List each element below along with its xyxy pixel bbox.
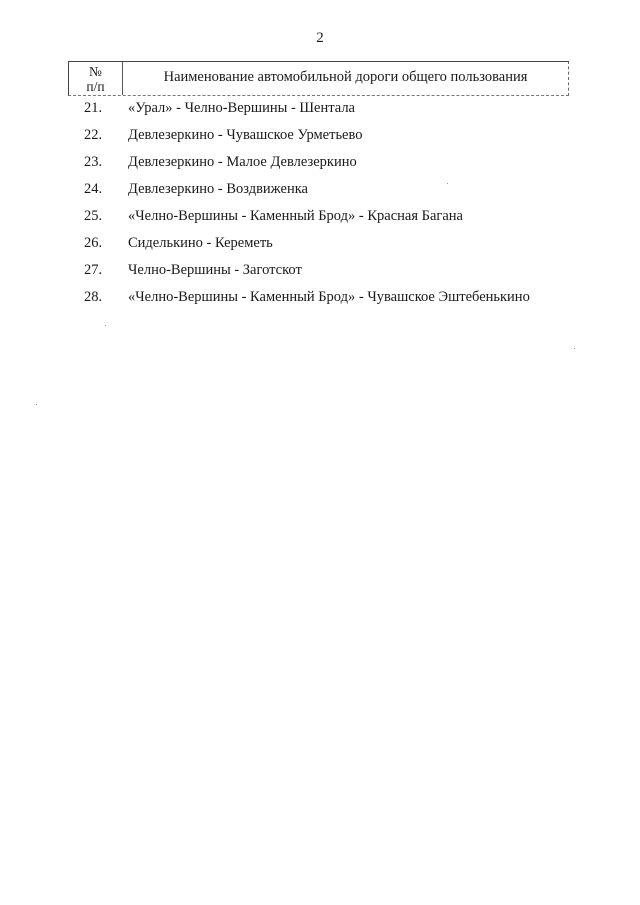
table-row — [0, 124, 640, 151]
row-number: 24. — [84, 181, 103, 197]
row-road-name: «Челно-Вершины - Каменный Брод» - Чувашское Эштебенькино — [128, 289, 530, 305]
table-row — [0, 151, 640, 178]
row-number: 26. — [84, 235, 103, 251]
scan-speck — [447, 183, 448, 184]
scan-speck — [105, 325, 106, 326]
row-road-name: Сиделькино - Кереметь — [128, 235, 273, 251]
row-road-name: Девлезеркино - Малое Девлезеркино — [128, 154, 357, 170]
table-row — [0, 205, 640, 232]
row-number: 21. — [84, 100, 103, 116]
table-row — [0, 178, 640, 205]
table-row — [0, 97, 640, 124]
row-number: 22. — [84, 127, 103, 143]
row-road-name: Девлезеркино - Чувашское Урметьево — [128, 127, 363, 143]
row-number: 28. — [84, 289, 103, 305]
row-road-name: «Челно-Вершины - Каменный Брод» - Красная Багана — [128, 208, 463, 224]
header-number-abbrev: п/п — [86, 79, 105, 94]
table-header — [68, 61, 569, 96]
scan-speck — [574, 348, 575, 349]
row-number: 25. — [84, 208, 103, 224]
table-row — [0, 259, 640, 286]
row-road-name: «Урал» - Челно-Вершины - Шентала — [128, 100, 355, 116]
road-list — [0, 97, 640, 313]
table-row — [0, 286, 640, 313]
row-number: 23. — [84, 154, 103, 170]
header-number-column — [69, 62, 123, 95]
scan-speck — [36, 404, 37, 405]
header-number-symbol: № — [89, 64, 102, 79]
header-road-name-column: Наименование автомобильной дороги общего пользования — [163, 69, 528, 85]
row-road-name: Девлезеркино - Воздвиженка — [128, 181, 308, 197]
row-number: 27. — [84, 262, 103, 278]
row-road-name: Челно-Вершины - Заготскот — [128, 262, 302, 278]
page-number: 2 — [316, 30, 324, 46]
table-row — [0, 232, 640, 259]
